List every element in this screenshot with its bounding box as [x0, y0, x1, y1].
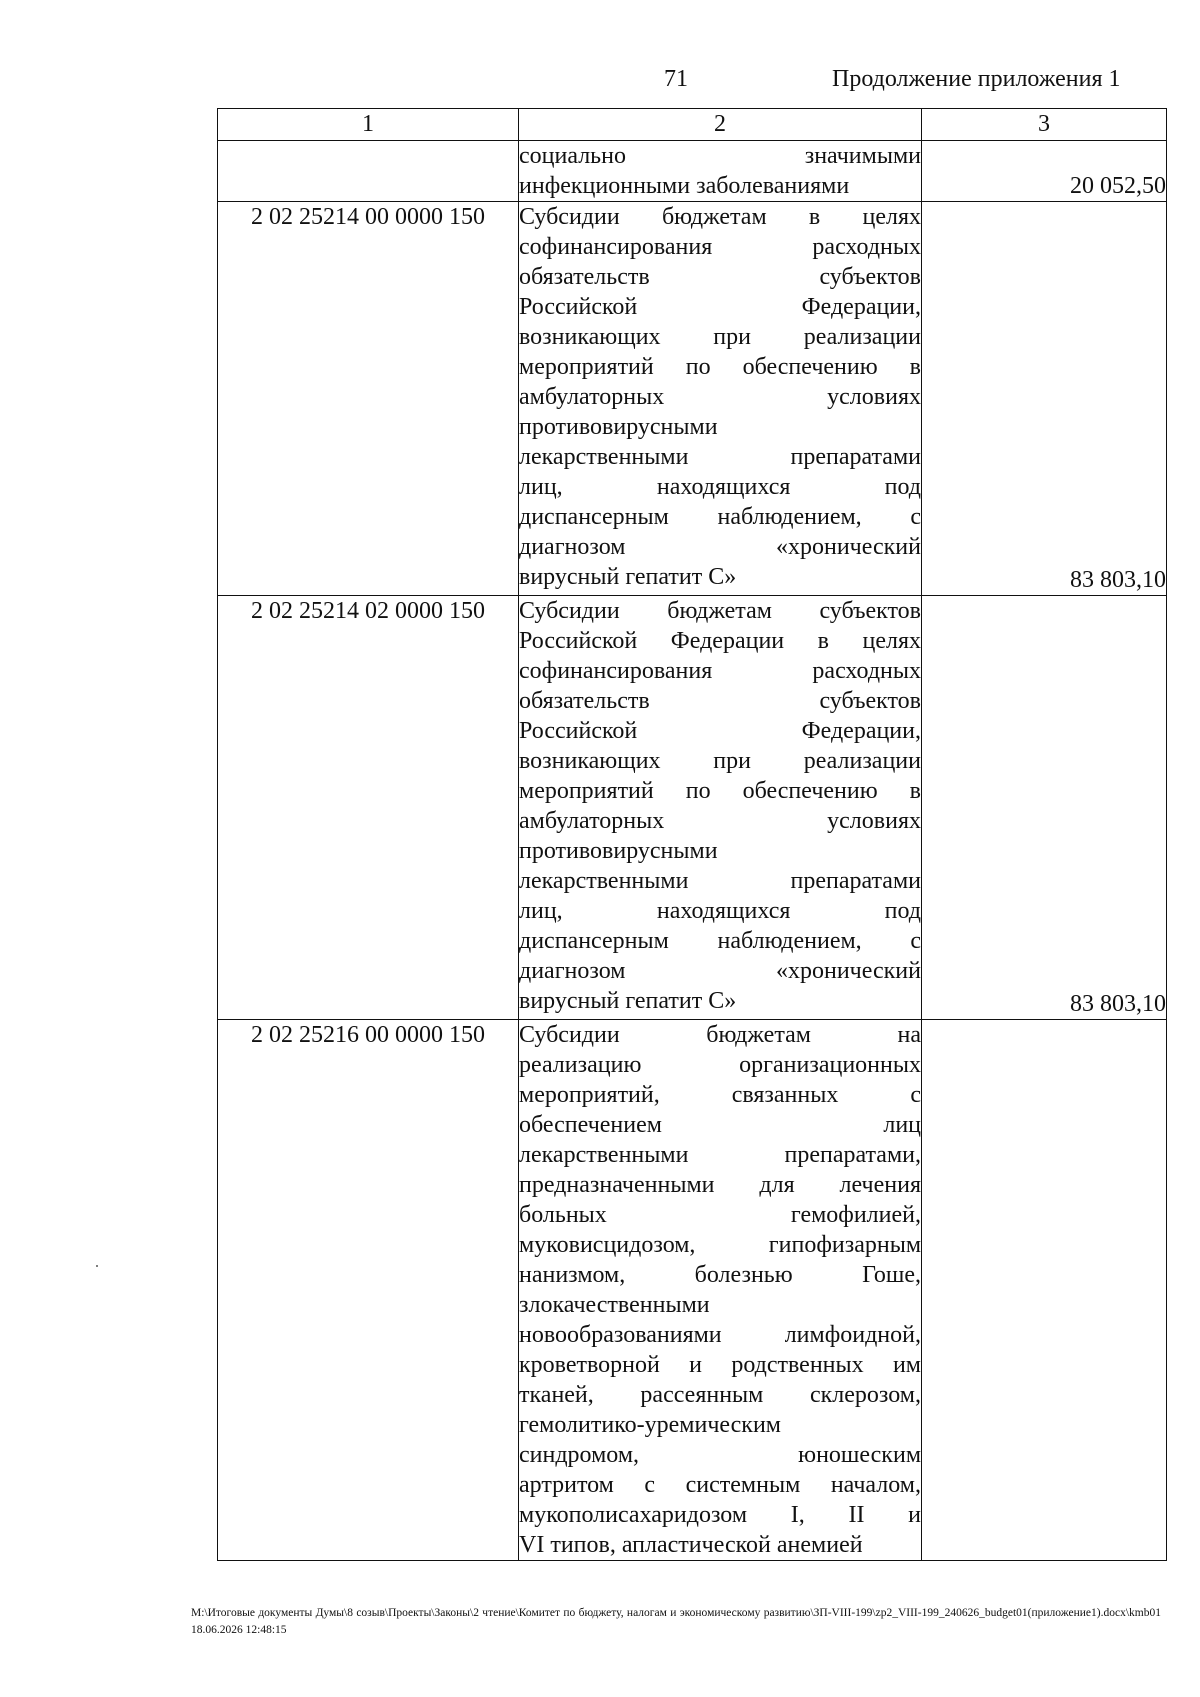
description-line: возникающих при реализации	[519, 324, 921, 350]
amount-cell: 83 803,10	[922, 202, 1167, 596]
description-line: противовирусными	[519, 414, 718, 440]
description-line: противовирусными	[519, 838, 718, 864]
table-header-row	[218, 109, 1167, 141]
document-file-path: M:\Итоговые документы Думы\8 созыв\Проекты\Законы\2 чтение\Комитет по бюджету, налогам и экономическому развитию\ЗП-VIII-199\zp2_VIII-199_240626_budget01(приложение1).docx\kmb01 18.06.2026 12:48:15	[191, 1607, 1161, 1636]
description-line: амбулаторных условиях	[519, 808, 921, 834]
table-row	[218, 202, 1167, 596]
description-line: социально значимыми	[519, 143, 921, 169]
column-header-description: 2	[519, 109, 922, 141]
description-line: Российской Федерации,	[519, 294, 921, 320]
description-line: мероприятий, связанных с	[519, 1082, 921, 1108]
description-line: лекарственными препаратами	[519, 444, 921, 470]
amount-cell: 20 052,50	[922, 141, 1167, 202]
description-line: диспансерным наблюдением, с	[519, 928, 921, 954]
description-line: Субсидии бюджетам на	[519, 1022, 921, 1048]
budget-code-cell	[218, 141, 519, 202]
description-line: Российской Федерации,	[519, 718, 921, 744]
description-line: гемолитико-уремическим	[519, 1412, 781, 1438]
description-line: вирусный гепатит С»	[519, 988, 737, 1014]
description-line: артритом с системным началом,	[519, 1472, 921, 1498]
table-row	[218, 596, 1167, 1020]
continuation-title: Продолжение приложения 1	[832, 66, 1121, 92]
description-line: инфекционными заболеваниями	[519, 173, 850, 199]
description-line: новообразованиями лимфоидной,	[519, 1322, 921, 1348]
budget-code-cell: 2 02 25216 00 0000 150	[218, 1020, 519, 1561]
description-line: нанизмом, болезнью Гоше,	[519, 1262, 921, 1288]
table-row	[218, 1020, 1167, 1561]
description-line: Субсидии бюджетам в целях	[519, 204, 921, 230]
description-line: кроветворной и родственных им	[519, 1352, 921, 1378]
description-line: вирусный гепатит С»	[519, 564, 737, 590]
description-line: VI типов, апластической анемией	[519, 1532, 863, 1558]
description-line: диспансерным наблюдением, с	[519, 504, 921, 530]
description-line: лекарственными препаратами	[519, 868, 921, 894]
description-line: лиц, находящихся под	[519, 474, 921, 500]
description-line: диагнозом «хронический	[519, 958, 921, 984]
description-cell	[519, 596, 922, 1020]
budget-table	[217, 108, 1167, 1561]
amount-cell: 83 803,10	[922, 596, 1167, 1020]
scan-speck	[96, 1265, 98, 1267]
description-line: больных гемофилией,	[519, 1202, 921, 1228]
description-line: обязательств субъектов	[519, 264, 921, 290]
description-line: мукополисахаридозом I, II и	[519, 1502, 921, 1528]
page-number: 71	[664, 66, 688, 92]
description-line: обеспечением лиц	[519, 1112, 921, 1138]
description-line: злокачественными	[519, 1292, 710, 1318]
amount-cell	[922, 1020, 1167, 1561]
description-line: Российской Федерации в целях	[519, 628, 921, 654]
description-line: лиц, находящихся под	[519, 898, 921, 924]
description-line: мероприятий по обеспечению в	[519, 354, 921, 380]
description-line: диагнозом «хронический	[519, 534, 921, 560]
column-header-code: 1	[218, 109, 519, 141]
description-line: реализацию организационных	[519, 1052, 921, 1078]
description-line: синдромом, юношеским	[519, 1442, 921, 1468]
column-header-amount: 3	[922, 109, 1167, 141]
description-line: лекарственными препаратами,	[519, 1142, 921, 1168]
description-cell	[519, 141, 922, 202]
description-line: мероприятий по обеспечению в	[519, 778, 921, 804]
description-line: софинансирования расходных	[519, 658, 921, 684]
description-line: Субсидии бюджетам субъектов	[519, 598, 921, 624]
description-cell	[519, 1020, 922, 1561]
description-line: муковисцидозом, гипофизарным	[519, 1232, 921, 1258]
description-line: тканей, рассеянным склерозом,	[519, 1382, 921, 1408]
description-line: предназначенными для лечения	[519, 1172, 921, 1198]
table-row	[218, 141, 1167, 202]
description-line: амбулаторных условиях	[519, 384, 921, 410]
description-line: софинансирования расходных	[519, 234, 921, 260]
description-line: обязательств субъектов	[519, 688, 921, 714]
description-line: возникающих при реализации	[519, 748, 921, 774]
budget-code-cell: 2 02 25214 00 0000 150	[218, 202, 519, 596]
budget-code-cell: 2 02 25214 02 0000 150	[218, 596, 519, 1020]
description-cell	[519, 202, 922, 596]
